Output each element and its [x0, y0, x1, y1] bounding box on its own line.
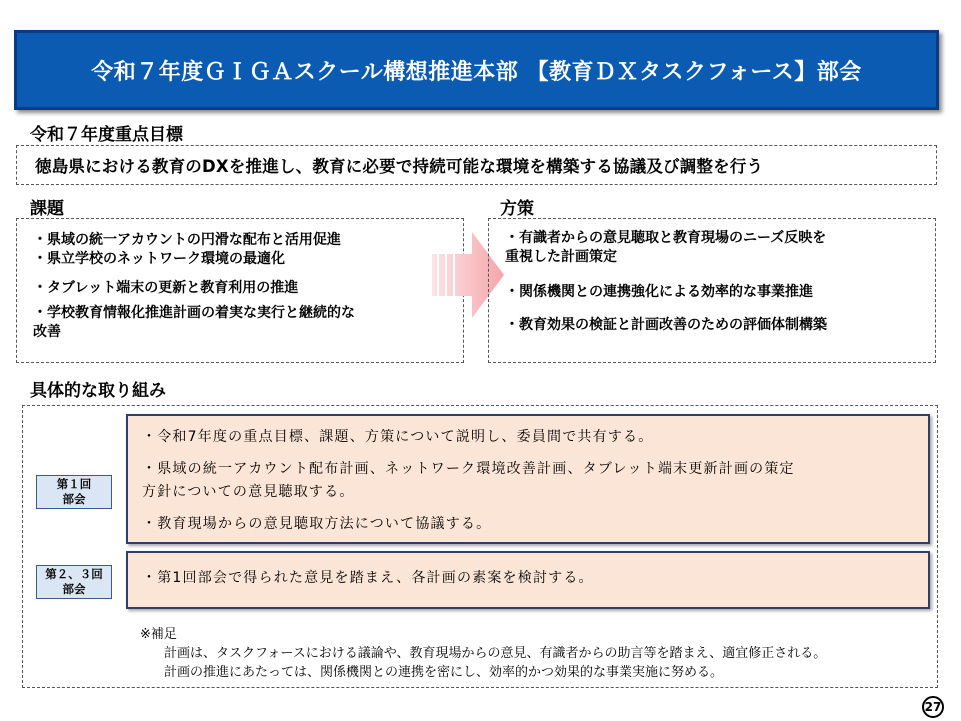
issue-item: ・県域の統一アカウントの円滑な配布と活用促進 [33, 232, 341, 248]
issue-item: ・学校教育情報化推進計画の着実な実行と継続的な [33, 304, 355, 321]
goal-text: 徳島県における教育のDXを推進し、教育に必要で持続可能な環境を構築する協議及び調整を行う [35, 157, 764, 176]
measures-box [488, 218, 936, 363]
meeting1-badge [36, 475, 112, 509]
note-line: 計画の推進にあたっては、関係機関との連携を密にし、効率的かつ効果的な事業実施に努める。 [164, 664, 724, 680]
measure-item: ・教育効果の検証と計画改善のための評価体制構築 [505, 316, 827, 333]
measure-item: ・有識者からの意見聴取と教育現場のニーズ反映を [505, 230, 827, 246]
issue-item: ・タブレット端末の更新と教育利用の推進 [33, 279, 299, 296]
meeting1-item: 方針についての意見聴取する。 [142, 484, 355, 500]
goal-heading: 令和７年度重点目標 [30, 125, 183, 145]
issues-heading: 課題 [30, 199, 64, 219]
measure-item: 重視した計画策定 [505, 248, 617, 265]
meeting23-badge [36, 565, 112, 599]
meeting23-item: ・第1回部会で得られた意見を踏まえ、各計画の素案を検討する。 [142, 570, 594, 586]
meeting1-badge-line2: 部会 [62, 492, 86, 506]
note-line: 計画は、タスクフォースにおける議論や、教育現場からの意見、有識者からの助言等を踏まえ、適宜修正される。 [164, 646, 827, 661]
issue-item: ・県立学校のネットワーク環境の最適化 [33, 250, 285, 267]
issues-box [16, 218, 464, 363]
page-number: 27 [922, 696, 944, 718]
meeting1-item: ・県域の統一アカウント配布計画、ネットワーク環境改善計画、タブレット端末更新計画の策定 [142, 461, 795, 477]
meeting1-box [126, 414, 930, 544]
actions-heading: 具体的な取り組み [30, 381, 166, 401]
meeting1-item: ・教育現場からの意見聴取方法について協議する。 [142, 516, 492, 532]
measures-heading: 方策 [500, 199, 534, 219]
note-text [164, 645, 826, 683]
meeting1-item: ・令和7年度の重点目標、課題、方策について説明し、委員間で共有する。 [142, 429, 654, 445]
page-title: 令和７年度ＧＩＧＡスクール構想推進本部 【教育ＤＸタスクフォース】部会 [14, 30, 939, 110]
meeting1-badge-line1: 第１回 [56, 477, 92, 492]
note-label: ※補足 [140, 627, 177, 642]
measure-item: ・関係機関との連携強化による効率的な事業推進 [505, 283, 813, 300]
meeting23-box [126, 551, 930, 609]
meeting23-badge-line2: 部会 [62, 582, 86, 596]
issue-item: 改善 [33, 323, 61, 340]
meeting23-badge-line1: 第２、３回 [45, 567, 103, 582]
goal-box [16, 145, 937, 185]
